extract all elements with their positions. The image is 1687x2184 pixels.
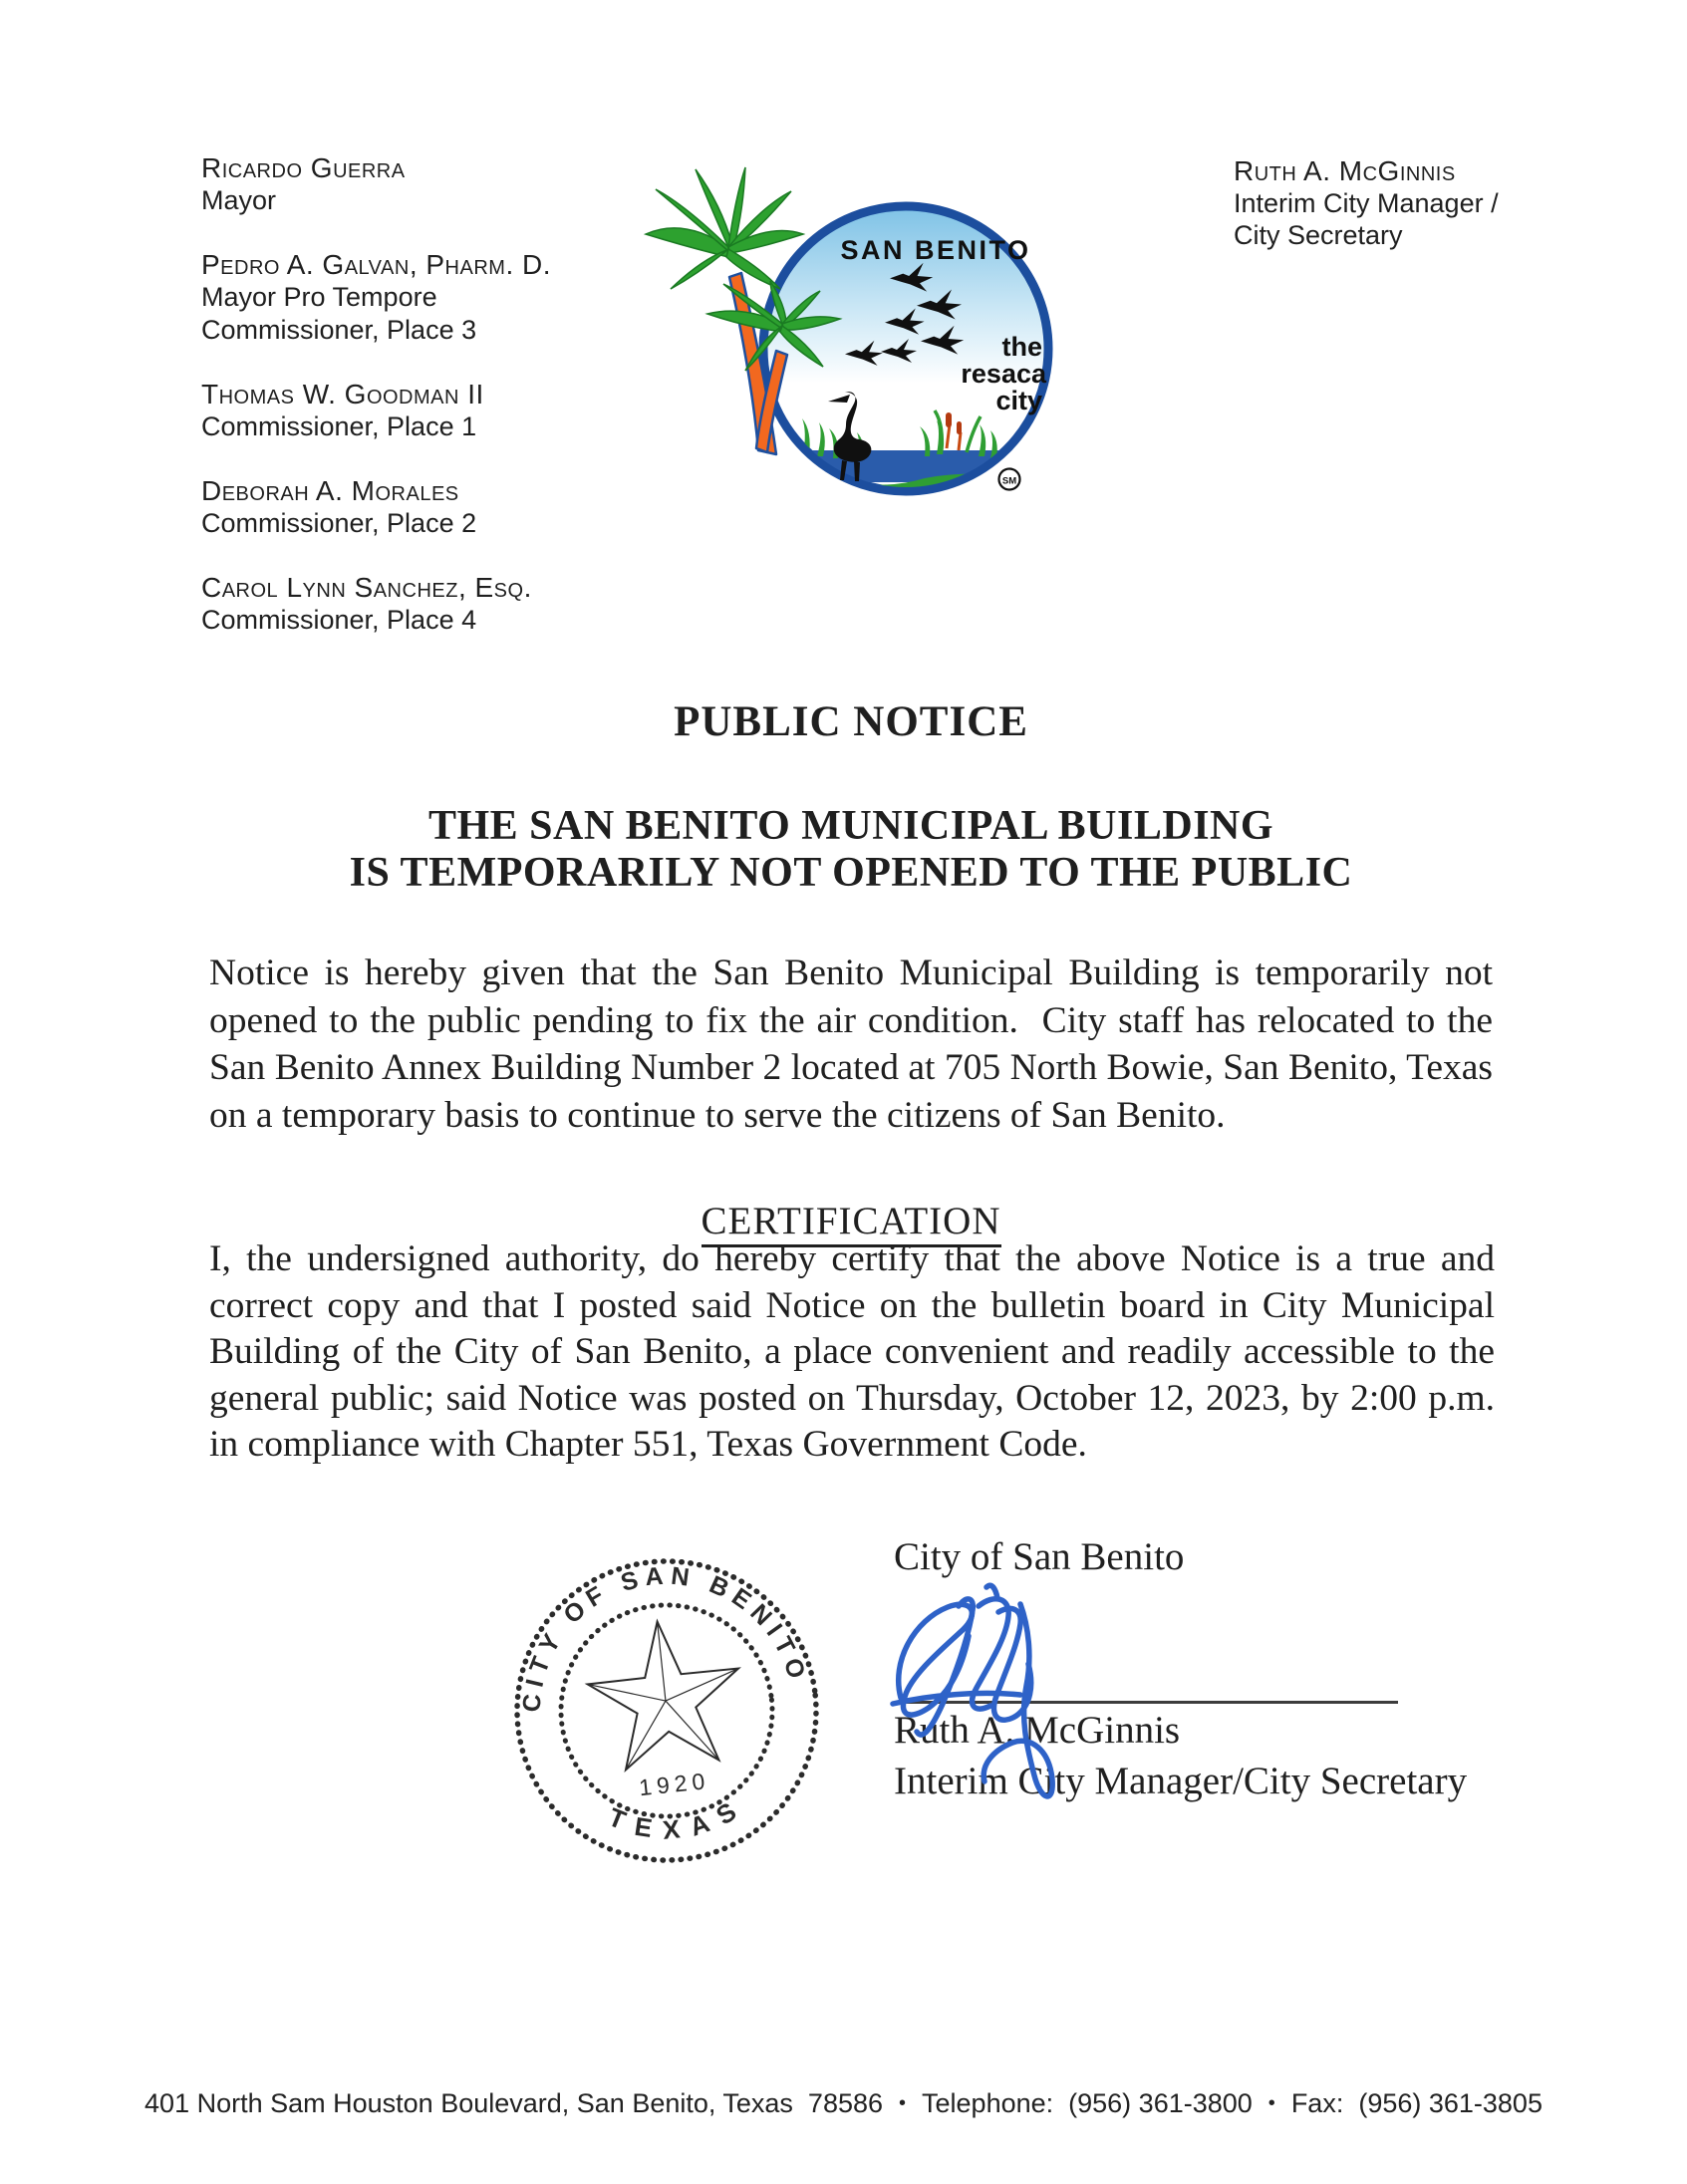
svg-text:TEXAS: [602, 1787, 755, 1851]
notice-body-paragraph: Notice is hereby given that the San Benito Municipal Building is temporarily not opened to the public pending to fix the air condition. City staff has relocated to the San Benito Annex Building Number 2 located at 705 North Bowie, San Benito, Texas on a temporary basis to continue to serve the citizens of San Benito.: [209, 953, 1493, 1136]
seal-top-text: CITY OF SAN BENITO: [517, 1561, 813, 1714]
official-title: Mayor: [201, 185, 277, 215]
seal-bottom-text: TEXAS: [604, 1788, 752, 1845]
seal-year: 1920: [637, 1767, 711, 1801]
seal-star-icon: [582, 1614, 747, 1774]
official-title: Commissioner, Place 2: [201, 508, 477, 538]
svg-text:CITY OF SAN BENITO: [506, 1550, 813, 1716]
manager-name: Ruth A. McGinnis: [1234, 155, 1456, 186]
signatory-name: Ruth A. McGinnis: [894, 1709, 1181, 1752]
footer-address: 401 North Sam Houston Boulevard, San Benito, Texas 78586: [144, 2088, 884, 2118]
manager-title-line: City Secretary: [1234, 220, 1403, 250]
official-title: Commissioner, Place 1: [201, 411, 477, 441]
official-title: Commissioner, Place 3: [201, 315, 477, 345]
official-commissioner-4: [201, 571, 670, 637]
footer-fax: Fax: (956) 361-3805: [1290, 2088, 1543, 2118]
tagline-the: the: [1001, 332, 1042, 362]
sm-text: SM: [1001, 475, 1017, 487]
footer-contact-line: [0, 2088, 1687, 2119]
footer-telephone: Telephone: (956) 361-3800: [922, 2088, 1253, 2118]
bullet-separator: •: [1267, 2092, 1275, 2114]
notice-title-line1: THE SAN BENITO MUNICIPAL BUILDING: [427, 803, 1274, 849]
official-name: Thomas W. Goodman II: [201, 379, 484, 410]
notice-title: [209, 803, 1493, 897]
official-name: Deborah A. Morales: [201, 475, 459, 506]
signature-org: City of San Benito: [894, 1535, 1185, 1578]
tagline-resaca: resaca: [961, 359, 1046, 389]
official-name: Pedro A. Galvan, Pharm. D.: [201, 249, 552, 280]
city-seal-stamp: [506, 1550, 827, 1871]
certification-heading-text: CERTIFICATION: [702, 1199, 1001, 1247]
notice-title-line2: IS TEMPORARILY NOT OPENED TO THE PUBLIC: [349, 850, 1353, 896]
handwritten-signature: [869, 1546, 1148, 1845]
bullet-separator: •: [899, 2092, 907, 2114]
service-mark-badge: [999, 469, 1020, 490]
page-title: PUBLIC NOTICE: [674, 698, 1028, 745]
official-name: Carol Lynn Sanchez, Esq.: [201, 572, 532, 603]
certification-paragraph: I, the undersigned authority, do hereby certify that the above Notice is a true and correct copy and that I posted said Notice on the bulletin board in City Municipal Building of the City of San Benito, a place convenient and readily accessible to the general public; said Notice was posted on Thursday, October 12, 2023, by 2:00 p.m. in compliance with Chapter 551, Texas Government Code.: [209, 1238, 1495, 1465]
signatory-title: Interim City Manager/City Secretary: [894, 1760, 1468, 1802]
manager-title-line: Interim City Manager /: [1234, 188, 1499, 218]
official-title: Commissioner, Place 4: [201, 605, 477, 635]
logo-city-name: SAN BENITO: [840, 235, 1031, 265]
tagline-city: city: [995, 386, 1042, 415]
official-name: Ricardo Guerra: [201, 152, 406, 183]
official-title: Mayor Pro Tempore: [201, 282, 437, 312]
san-benito-city-logo: [596, 139, 1064, 518]
city-manager-block: [1234, 155, 1652, 251]
